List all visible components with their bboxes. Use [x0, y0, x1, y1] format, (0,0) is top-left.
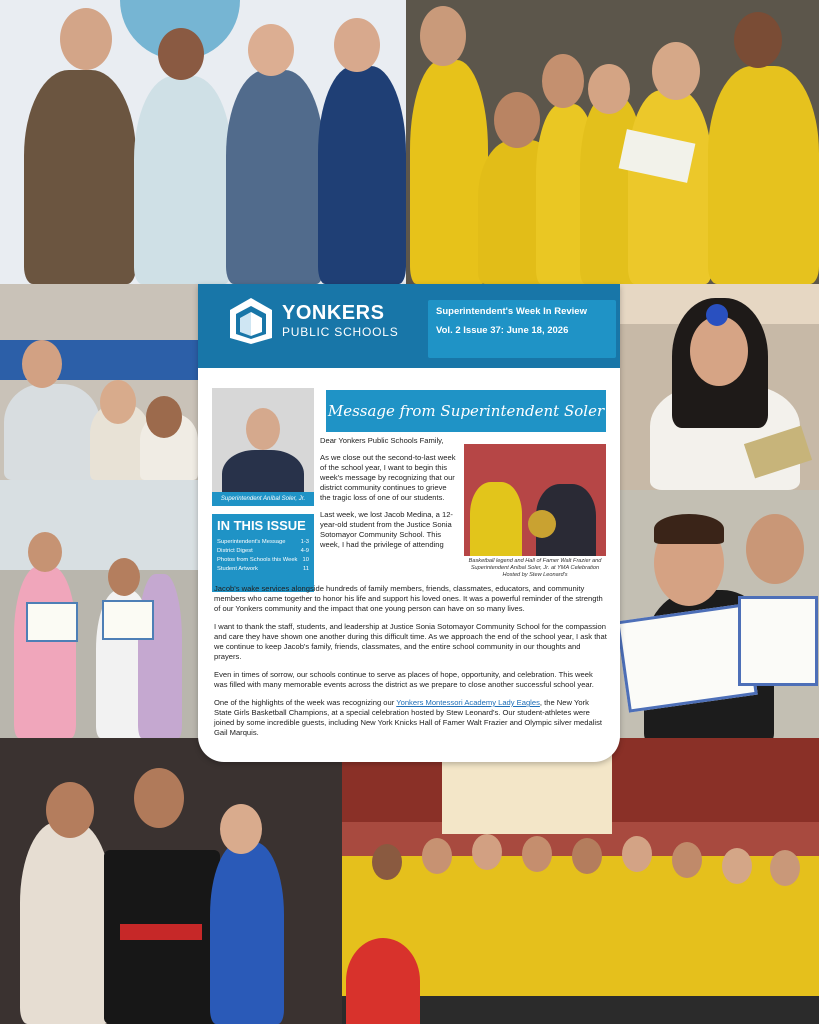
- paragraph: I want to thank the staff, students, and leadership at Justice Sonia Sotomayor Community School for the compassion and care they have shown one another during this difficult time. As we approach the end of the school year, I ask that we continue to keep Jacob's family, friends, classmates, and the entire school community in our thoughts and prayers.: [214, 622, 607, 661]
- photo-students-with-colgate-shirt: [0, 738, 342, 1024]
- logo-subtitle: PUBLIC SCHOOLS: [282, 325, 399, 339]
- greeting: Dear Yonkers Public Schools Family,: [320, 436, 444, 445]
- paragraph: Last week, we lost Jacob Medina, a 12-year-old student from the Justice Sonia Sotomayor Community School. This week, I had the privilege of attending: [320, 510, 453, 549]
- toc-item[interactable]: Superintendent's Message 1-3: [217, 539, 309, 545]
- portrait-caption: Superintendent Aníbal Soler, Jr.: [220, 496, 306, 502]
- toc-item[interactable]: Photos from Schools this Week 10: [217, 557, 309, 563]
- issue-volume: Vol. 2 Issue 37: June 18, 2026: [436, 325, 569, 336]
- superintendent-portrait: [212, 388, 314, 494]
- portrait-caption-bar: [212, 492, 314, 506]
- lady-eagles-link[interactable]: Yonkers Montessori Academy Lady Eagles: [396, 698, 540, 707]
- paragraph: Even in times of sorrow, our schools continue to serve as places of hope, opportunity, and celebration. This week was filled with many memorable events across the district as we prepare to close another successful school year.: [214, 670, 594, 689]
- issue-info-box: [428, 300, 616, 358]
- in-this-issue-panel: [212, 514, 314, 592]
- book-logo-icon: [228, 296, 274, 346]
- photo-lady-eagles-champions-group: [342, 738, 819, 1024]
- photo-students-holding-certificates: [0, 480, 198, 738]
- paragraph: One of the highlights of the week was recognizing our Yonkers Montessori Academy Lady Eagles, the New York State Girls Basketball Champions, at a special celebration hosted by Stew Leonard's. Our student-athletes were joined by some incredible guests, including New York Knicks Hall of Famer Walt Frazier and Olympic silver medalist Gail Marquis.: [214, 698, 602, 737]
- newsletter-header: [198, 284, 620, 368]
- photo-walt-frazier-and-superintendent: [464, 444, 606, 556]
- toc-item[interactable]: Student Artwork 11: [217, 566, 309, 572]
- in-this-issue-heading: IN THIS ISSUE: [217, 518, 306, 533]
- photo-four-men-step-and-repeat: [0, 0, 406, 284]
- toc-item[interactable]: District Digest 4-9: [217, 548, 309, 554]
- issue-title: Superintendent's Week In Review: [436, 306, 587, 317]
- message-title: Message from Superintendent Soler: [327, 402, 605, 420]
- paragraph: Jacob's wake services alongside hundreds of family members, friends, classmates, educators, and community members who came together to honor his life and support his loved ones. It was a powerful reminder of the strength of our Yonkers community and the impact that one young person can have on so many lives.: [214, 584, 603, 613]
- logo-title: YONKERS: [282, 302, 385, 324]
- photo-boy-with-award-certificate: [620, 490, 819, 746]
- photo-girl-reading-book: [620, 284, 819, 490]
- message-body-text: [214, 584, 608, 746]
- inline-photo-caption: Basketball legend and Hall of Famer Walt Frazier and Superintendent Aníbal Soler, Jr. at YMA Celebration Hosted by Stew Leonard's: [468, 558, 602, 578]
- newsletter-page: [198, 284, 620, 762]
- message-intro-text: [320, 436, 458, 557]
- message-banner: [326, 390, 606, 432]
- photo-students-computer-lab: [0, 284, 198, 480]
- paragraph: As we close out the second-to-last week of the school year, I want to begin this week's message by recognizing that our district community continues to grieve the tragic loss of one of our students.: [320, 453, 456, 502]
- photo-players-autograph-signing: [406, 0, 819, 284]
